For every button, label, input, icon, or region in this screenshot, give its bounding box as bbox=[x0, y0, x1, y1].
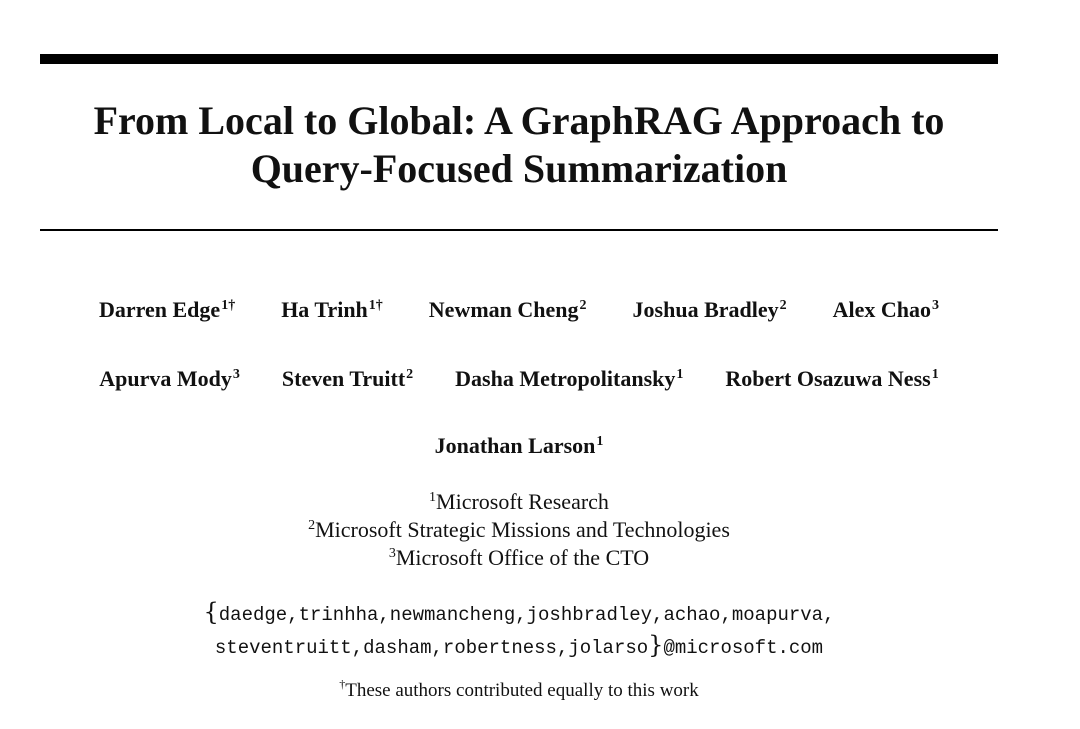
author-affiliation-mark: 2 bbox=[579, 298, 587, 313]
footnote-mark: † bbox=[339, 677, 346, 691]
email-usernames-line-1: daedge,trinhha,newmancheng,joshbradley,achao,moapurva, bbox=[218, 604, 835, 626]
author-row-1 bbox=[40, 297, 998, 323]
author-name: Robert Osazuwa Ness bbox=[725, 366, 931, 391]
top-rule bbox=[40, 54, 998, 64]
author-affiliation-mark: 1 bbox=[931, 367, 939, 382]
author-affiliation-mark: 2 bbox=[779, 298, 787, 313]
author-name: Apurva Mody bbox=[99, 366, 232, 391]
author-emails bbox=[40, 597, 998, 663]
email-line-2 bbox=[40, 630, 998, 663]
author-affiliation-mark: 1† bbox=[368, 298, 383, 313]
email-usernames-line-2: steventruitt,dasham,robertness,jolarso bbox=[214, 637, 649, 659]
author-affiliation-mark: 3 bbox=[232, 367, 240, 382]
affiliation-name: Microsoft Strategic Missions and Technologies bbox=[315, 517, 730, 542]
author-name: Ha Trinh bbox=[281, 297, 368, 322]
author bbox=[725, 366, 938, 392]
author-affiliation-mark: 2 bbox=[406, 367, 414, 382]
author-name: Darren Edge bbox=[98, 297, 221, 322]
equal-contribution-footnote bbox=[40, 678, 998, 704]
title-line-1: From Local to Global: A GraphRAG Approach to bbox=[93, 98, 945, 143]
author-name: Alex Chao bbox=[832, 297, 932, 322]
author-name: Dasha Metropolitansky bbox=[455, 366, 676, 391]
author bbox=[833, 297, 939, 323]
footnote-text: These authors contributed equally to this work bbox=[345, 680, 699, 701]
email-domain: @microsoft.com bbox=[663, 637, 824, 659]
author-affiliation-mark: 1 bbox=[596, 434, 604, 449]
author-affiliation-mark: 3 bbox=[932, 298, 940, 313]
affiliation-item bbox=[40, 544, 998, 572]
author bbox=[281, 297, 383, 323]
author bbox=[435, 433, 604, 459]
author-affiliation-mark: 1† bbox=[221, 298, 236, 313]
affiliation-mark: 1 bbox=[429, 490, 437, 505]
email-line-1 bbox=[40, 597, 998, 630]
author-row-3 bbox=[40, 433, 998, 459]
paper-title bbox=[40, 97, 998, 193]
title-bottom-rule bbox=[40, 229, 998, 231]
title-line-2: Query-Focused Summarization bbox=[250, 146, 788, 191]
author-row-2 bbox=[30, 366, 1008, 392]
author-name: Joshua Bradley bbox=[632, 297, 779, 322]
affiliation-item bbox=[40, 488, 998, 516]
author-name: Newman Cheng bbox=[428, 297, 579, 322]
author bbox=[99, 366, 240, 392]
author-affiliation-mark: 1 bbox=[676, 367, 684, 382]
author bbox=[455, 366, 683, 392]
author bbox=[429, 297, 587, 323]
affiliation-mark: 3 bbox=[388, 546, 396, 561]
affiliation-name: Microsoft Office of the CTO bbox=[395, 545, 650, 570]
author bbox=[99, 297, 235, 323]
email-open-brace: { bbox=[203, 598, 219, 626]
author bbox=[633, 297, 787, 323]
affiliation-name: Microsoft Research bbox=[436, 489, 609, 514]
author bbox=[282, 366, 413, 392]
author-name: Steven Truitt bbox=[281, 366, 406, 391]
email-close-brace: } bbox=[648, 631, 664, 659]
affiliations bbox=[40, 488, 998, 572]
affiliation-mark: 2 bbox=[308, 518, 316, 533]
affiliation-item bbox=[40, 516, 998, 544]
author-name: Jonathan Larson bbox=[434, 433, 596, 458]
